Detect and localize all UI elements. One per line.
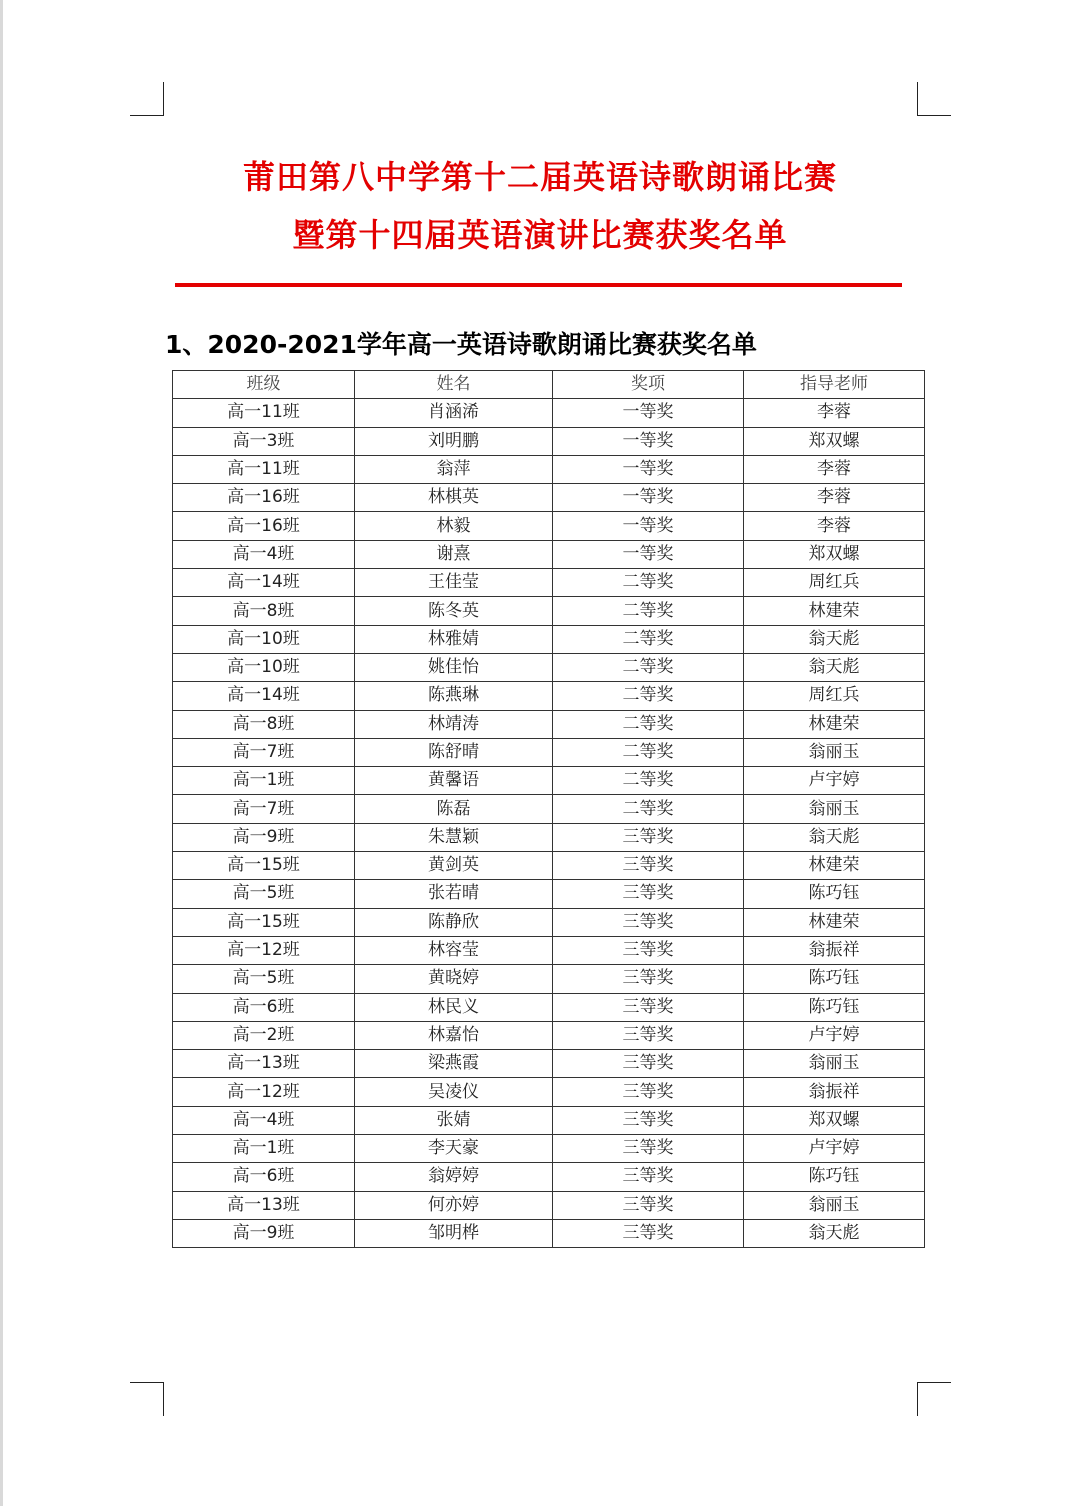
table-row — [173, 682, 925, 710]
cell-name: 吴凌仪 — [355, 1078, 553, 1106]
header-name: 姓名 — [355, 371, 553, 399]
cell-class: 高一5班 — [173, 965, 355, 993]
crop-mark-top-left-v — [163, 82, 164, 116]
cell-teacher: 卢宇婷 — [744, 767, 925, 795]
cell-class: 高一6班 — [173, 1163, 355, 1191]
cell-class: 高一4班 — [173, 1106, 355, 1134]
cell-teacher: 翁丽玉 — [744, 1050, 925, 1078]
cell-teacher: 翁振祥 — [744, 936, 925, 964]
cell-class: 高一16班 — [173, 512, 355, 540]
cell-class: 高一13班 — [173, 1191, 355, 1219]
cell-teacher: 郑双螺 — [744, 540, 925, 568]
table-row — [173, 1219, 925, 1247]
table-row — [173, 1106, 925, 1134]
table-row — [173, 1050, 925, 1078]
table-row — [173, 625, 925, 653]
cell-class: 高一10班 — [173, 653, 355, 681]
cell-award: 三等奖 — [553, 993, 744, 1021]
cell-award: 一等奖 — [553, 427, 744, 455]
cell-award: 三等奖 — [553, 1021, 744, 1049]
awards-table-body — [173, 399, 925, 1248]
cell-award: 二等奖 — [553, 569, 744, 597]
table-row — [173, 993, 925, 1021]
cell-award: 二等奖 — [553, 710, 744, 738]
cell-teacher: 卢宇婷 — [744, 1021, 925, 1049]
cell-class: 高一14班 — [173, 682, 355, 710]
cell-name: 翁萍 — [355, 455, 553, 483]
cell-award: 三等奖 — [553, 908, 744, 936]
cell-award: 三等奖 — [553, 1078, 744, 1106]
table-row — [173, 455, 925, 483]
cell-class: 高一13班 — [173, 1050, 355, 1078]
cell-name: 林棋英 — [355, 484, 553, 512]
cell-name: 陈冬英 — [355, 597, 553, 625]
cell-name: 黄剑英 — [355, 852, 553, 880]
cell-teacher: 翁天彪 — [744, 653, 925, 681]
cell-teacher: 翁天彪 — [744, 823, 925, 851]
cell-name: 陈磊 — [355, 795, 553, 823]
crop-mark-top-right-v — [917, 82, 918, 116]
cell-class: 高一10班 — [173, 625, 355, 653]
title-divider-rule — [175, 283, 902, 287]
cell-teacher: 郑双螺 — [744, 427, 925, 455]
cell-award: 三等奖 — [553, 1050, 744, 1078]
cell-class: 高一14班 — [173, 569, 355, 597]
cell-name: 何亦婷 — [355, 1191, 553, 1219]
table-row — [173, 512, 925, 540]
document-title-line-1: 莆田第八中学第十二届英语诗歌朗诵比赛 — [242, 158, 837, 196]
table-row — [173, 399, 925, 427]
cell-class: 高一16班 — [173, 484, 355, 512]
table-row — [173, 880, 925, 908]
cell-class: 高一9班 — [173, 823, 355, 851]
cell-teacher: 林建荣 — [744, 908, 925, 936]
cell-name: 林嘉怡 — [355, 1021, 553, 1049]
table-row — [173, 1135, 925, 1163]
cell-award: 三等奖 — [553, 1135, 744, 1163]
table-row — [173, 653, 925, 681]
cell-name: 张婧 — [355, 1106, 553, 1134]
cell-teacher: 陈巧钰 — [744, 1163, 925, 1191]
cell-award: 一等奖 — [553, 399, 744, 427]
crop-mark-top-right-h — [917, 115, 951, 116]
table-row — [173, 1021, 925, 1049]
cell-class: 高一9班 — [173, 1219, 355, 1247]
cell-class: 高一11班 — [173, 399, 355, 427]
table-row — [173, 427, 925, 455]
cell-teacher: 卢宇婷 — [744, 1135, 925, 1163]
cell-class: 高一12班 — [173, 936, 355, 964]
cell-award: 二等奖 — [553, 795, 744, 823]
cell-teacher: 陈巧钰 — [744, 965, 925, 993]
cell-class: 高一1班 — [173, 767, 355, 795]
header-class: 班级 — [173, 371, 355, 399]
cell-name: 张若晴 — [355, 880, 553, 908]
table-row — [173, 823, 925, 851]
table-row — [173, 484, 925, 512]
section-heading: 1、2020-2021学年高一英语诗歌朗诵比赛获奖名单 — [165, 330, 757, 359]
cell-name: 刘明鹏 — [355, 427, 553, 455]
table-row — [173, 908, 925, 936]
table-row — [173, 1191, 925, 1219]
cell-award: 三等奖 — [553, 965, 744, 993]
header-teacher: 指导老师 — [744, 371, 925, 399]
cell-teacher: 翁振祥 — [744, 1078, 925, 1106]
cell-class: 高一4班 — [173, 540, 355, 568]
table-header-row — [173, 371, 925, 399]
cell-name: 林靖涛 — [355, 710, 553, 738]
cell-teacher: 翁丽玉 — [744, 795, 925, 823]
cell-teacher: 李蓉 — [744, 484, 925, 512]
header-award: 奖项 — [553, 371, 744, 399]
cell-name: 朱慧颖 — [355, 823, 553, 851]
table-row — [173, 852, 925, 880]
cell-teacher: 林建荣 — [744, 710, 925, 738]
cell-class: 高一15班 — [173, 908, 355, 936]
cell-teacher: 翁丽玉 — [744, 738, 925, 766]
cell-teacher: 周红兵 — [744, 682, 925, 710]
cell-name: 陈静欣 — [355, 908, 553, 936]
cell-class: 高一8班 — [173, 597, 355, 625]
cell-teacher: 翁天彪 — [744, 625, 925, 653]
cell-name: 肖涵浠 — [355, 399, 553, 427]
table-row — [173, 710, 925, 738]
awards-table — [172, 370, 925, 1248]
cell-class: 高一15班 — [173, 852, 355, 880]
cell-class: 高一1班 — [173, 1135, 355, 1163]
table-row — [173, 738, 925, 766]
cell-award: 一等奖 — [553, 512, 744, 540]
cell-name: 黄馨语 — [355, 767, 553, 795]
cell-name: 林容莹 — [355, 936, 553, 964]
cell-teacher: 李蓉 — [744, 399, 925, 427]
cell-class: 高一7班 — [173, 795, 355, 823]
cell-name: 林民义 — [355, 993, 553, 1021]
table-row — [173, 597, 925, 625]
cell-award: 三等奖 — [553, 936, 744, 964]
cell-award: 一等奖 — [553, 484, 744, 512]
table-row — [173, 965, 925, 993]
cell-award: 三等奖 — [553, 823, 744, 851]
cell-award: 一等奖 — [553, 540, 744, 568]
cell-class: 高一7班 — [173, 738, 355, 766]
cell-award: 二等奖 — [553, 653, 744, 681]
cell-class: 高一5班 — [173, 880, 355, 908]
cell-name: 邹明桦 — [355, 1219, 553, 1247]
cell-teacher: 陈巧钰 — [744, 880, 925, 908]
cell-name: 陈燕琳 — [355, 682, 553, 710]
cell-name: 林雅婧 — [355, 625, 553, 653]
cell-class: 高一3班 — [173, 427, 355, 455]
cell-teacher: 陈巧钰 — [744, 993, 925, 1021]
cell-teacher: 翁丽玉 — [744, 1191, 925, 1219]
crop-mark-bottom-right-h — [917, 1382, 951, 1383]
crop-mark-bottom-right-v — [917, 1382, 918, 1416]
crop-mark-bottom-left-v — [163, 1382, 164, 1416]
cell-class: 高一11班 — [173, 455, 355, 483]
table-row — [173, 569, 925, 597]
table-row — [173, 936, 925, 964]
cell-class: 高一6班 — [173, 993, 355, 1021]
document-title-line-2: 暨第十四届英语演讲比赛获奖名单 — [292, 216, 788, 254]
cell-name: 王佳莹 — [355, 569, 553, 597]
cell-award: 三等奖 — [553, 852, 744, 880]
cell-class: 高一2班 — [173, 1021, 355, 1049]
cell-name: 谢熹 — [355, 540, 553, 568]
cell-award: 二等奖 — [553, 682, 744, 710]
table-row — [173, 540, 925, 568]
cell-name: 李天豪 — [355, 1135, 553, 1163]
cell-teacher: 李蓉 — [744, 512, 925, 540]
cell-award: 三等奖 — [553, 1106, 744, 1134]
cell-teacher: 李蓉 — [744, 455, 925, 483]
cell-award: 三等奖 — [553, 1191, 744, 1219]
cell-teacher: 翁天彪 — [744, 1219, 925, 1247]
cell-name: 梁燕霞 — [355, 1050, 553, 1078]
cell-name: 林毅 — [355, 512, 553, 540]
cell-award: 三等奖 — [553, 880, 744, 908]
cell-name: 陈舒晴 — [355, 738, 553, 766]
cell-award: 二等奖 — [553, 625, 744, 653]
cell-teacher: 周红兵 — [744, 569, 925, 597]
cell-award: 二等奖 — [553, 767, 744, 795]
table-row — [173, 795, 925, 823]
cell-name: 翁婷婷 — [355, 1163, 553, 1191]
cell-award: 二等奖 — [553, 738, 744, 766]
cell-name: 姚佳怡 — [355, 653, 553, 681]
cell-teacher: 林建荣 — [744, 852, 925, 880]
table-row — [173, 1078, 925, 1106]
cell-name: 黄晓婷 — [355, 965, 553, 993]
table-row — [173, 767, 925, 795]
cell-award: 二等奖 — [553, 597, 744, 625]
cell-award: 三等奖 — [553, 1219, 744, 1247]
cell-award: 三等奖 — [553, 1163, 744, 1191]
cell-award: 一等奖 — [553, 455, 744, 483]
cell-class: 高一12班 — [173, 1078, 355, 1106]
table-row — [173, 1163, 925, 1191]
cell-teacher: 郑双螺 — [744, 1106, 925, 1134]
cell-class: 高一8班 — [173, 710, 355, 738]
crop-mark-top-left-h — [130, 115, 164, 116]
crop-mark-bottom-left-h — [130, 1382, 164, 1383]
cell-teacher: 林建荣 — [744, 597, 925, 625]
